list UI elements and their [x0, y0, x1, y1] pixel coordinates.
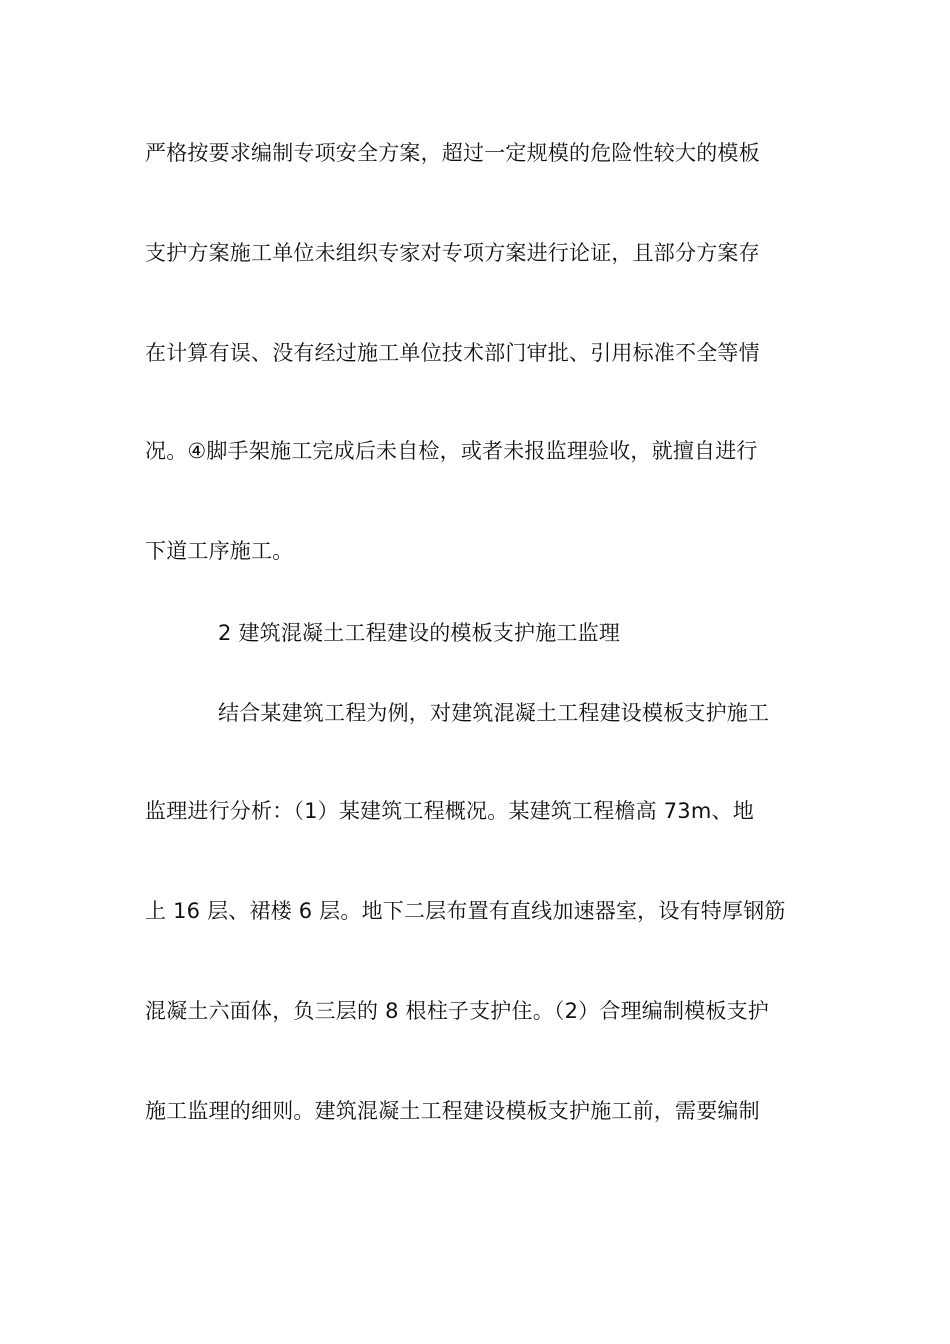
- paragraph-line: 监理进行分析：（1）某建筑工程概况。某建筑工程檐高 73m、地: [145, 799, 754, 823]
- paragraph-line: 混凝土六面体，负三层的 8 根柱子支护住。（2）合理编制模板支护: [145, 999, 769, 1023]
- paragraph-line: 支护方案施工单位未组织专家对专项方案进行论证，且部分方案存: [145, 241, 760, 265]
- paragraph-line: 施工监理的细则。建筑混凝土工程建设模板支护施工前，需要编制: [145, 1099, 760, 1123]
- paragraph-line: 上 16 层、裙楼 6 层。地下二层布置有直线加速器室，设有特厚钢筋: [145, 899, 786, 923]
- paragraph-line: 下道工序施工。: [145, 539, 294, 563]
- paragraph-line: 严格按要求编制专项安全方案，超过一定规模的危险性较大的模板: [145, 141, 760, 165]
- paragraph-line: 在计算有误、没有经过施工单位技术部门审批、引用标准不全等情: [145, 341, 760, 365]
- paragraph-line: 况。④脚手架施工完成后未自检，或者未报监理验收，就擅自进行: [145, 439, 758, 463]
- paragraph-line: 结合某建筑工程为例，对建筑混凝土工程建设模板支护施工: [218, 701, 770, 725]
- section-heading: 2 建筑混凝土工程建设的模板支护施工监理: [218, 621, 621, 645]
